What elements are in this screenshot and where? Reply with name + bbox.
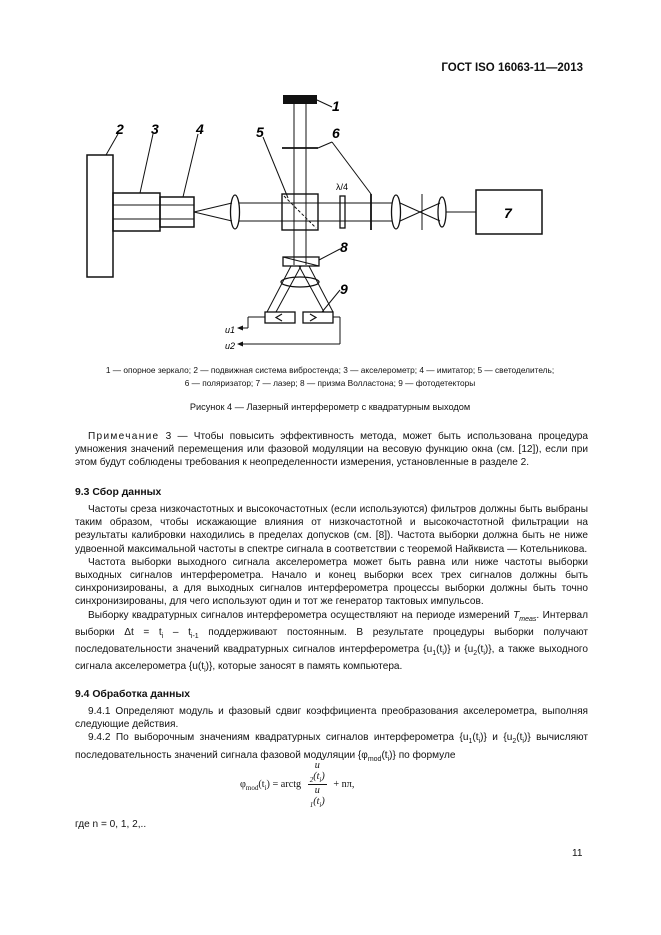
note-label: Примечание (88, 431, 160, 442)
quarter-wave-plate (340, 196, 345, 228)
lens-right (438, 197, 446, 227)
legend-line-2: 6 — поляризатор; 7 — лазер; 8 — призма Волластона; 9 — фотодетекторы (184, 378, 476, 388)
figure-legend (60, 364, 600, 390)
section-9-4-body (75, 705, 588, 766)
exciter-body (87, 155, 113, 277)
label-lambda4: λ/4 (336, 182, 349, 192)
label-u2: u2 (224, 341, 235, 351)
section-9-4-heading: 9.4 Обработка данных (75, 689, 190, 700)
label-4: 4 (196, 121, 204, 137)
formula-fraction: u $_2(t_i)$ u $_1(t_i)$ (309, 760, 325, 810)
paragraph: Частоты среза низкочастотных и высокочастотных (если используются) фильтров должны быть выбраны таким образом, чтобы искажающие влияния от низкочастотной и высокочастотной фильтрации на результаты калибровки находились в пределах допусков (см. [8]). Частота выборки должна быть не ниже удвоенной максимальной частоты в спектре сигнала в соответствии с теоремой Найквиста — Котельникова. (75, 504, 588, 555)
photodetector-2 (303, 312, 333, 323)
document-standard-header: ГОСТ ISO 16063-11—2013 (441, 62, 583, 74)
figure-caption: Рисунок 4 — Лазерный интерферометр с квадратурным выходом (189, 402, 471, 412)
label-8: 8 (340, 239, 348, 255)
label-7: 7 (504, 205, 512, 221)
section-9-3-heading: 9.3 Сбор данных (75, 487, 162, 498)
simulator (160, 197, 194, 227)
label-1: 1 (332, 98, 340, 114)
legend-line-1: 1 — опорное зеркало; 2 — подвижная система вибростенда; 3 — акселерометр; 4 — имитатор; 5 — светоделитель; (105, 365, 555, 375)
note-paragraph (75, 430, 588, 470)
section-9-3-body (75, 503, 588, 678)
lens-middle (392, 195, 401, 229)
label-5: 5 (256, 124, 264, 140)
label-u1: u1 (224, 325, 235, 335)
label-6: 6 (332, 125, 340, 141)
lens-lower (281, 277, 319, 287)
label-2: 2 (116, 121, 124, 137)
paragraph: 9.4.2 По выборочным значениям квадратурных сигналов интерферометра $\{u_1(t_i)\}$ и $\{u_2(t_i)\}$ вычисляют последовательность значений сигнала фазовой модуляции $\{\varphi_{mod}(t_i)\}$ по формуле (75, 732, 588, 763)
photodetector-1 (265, 312, 295, 323)
lens-left (231, 195, 240, 229)
note-text: 3 — Чтобы повысить эффективность метода, может быть использована процедура умножения значений перемещения или фазовой модуляции на весовую функцию окна (см. [12]), если при этом будут соблюдены требования к неопределенности измерения, установленные в разделе 2. (75, 431, 588, 469)
phase-modulation-formula: $\varphi_{mod}(t_i)$ = arctg u $_2(t_i)$ u $_1(t_i)$ + nπ, (240, 760, 355, 810)
reference-mirror (283, 95, 317, 104)
page-number: 11 (572, 848, 583, 859)
paragraph: 9.4.1 Определяют модуль и фазовый сдвиг коэффициента преобразования акселерометра, выполняя следующие действия. (75, 706, 588, 731)
accelerometer (113, 193, 160, 231)
paragraph: Выборку квадратурных сигналов интерферометра осуществляют на периоде измерений $T_{meas}$. Интервал выборки $\Delta t = t_i - t_{i-1}$ поддерживают постоянным. В результате процедуры выборки получают последовательности значений квадратурных сигналов интерферометра $\{u_1(t_i)\}$ и $\{u_2(t_i)\}$, а также выходного сигнала акселерометра $\{u(t_i)\}$, которые заносят в память компьютера. (75, 609, 589, 675)
formula-where-clause: где n = 0, 1, 2,.. (75, 819, 147, 830)
label-9: 9 (340, 281, 348, 297)
label-3: 3 (151, 121, 159, 137)
interferometer-diagram (70, 90, 570, 360)
paragraph: Частота выборки выходного сигнала акселерометра может быть равна или ниже частоты выборки выходных сигналов интерферометра. Начало и конец выборки всех трех сигналов должны быть синхронизированы, а для выходных сигналов интерферометра процессы выборки должны быть точно синхронизированы, для чего используют один и тот же генератор тактовых импульсов. (75, 556, 588, 608)
